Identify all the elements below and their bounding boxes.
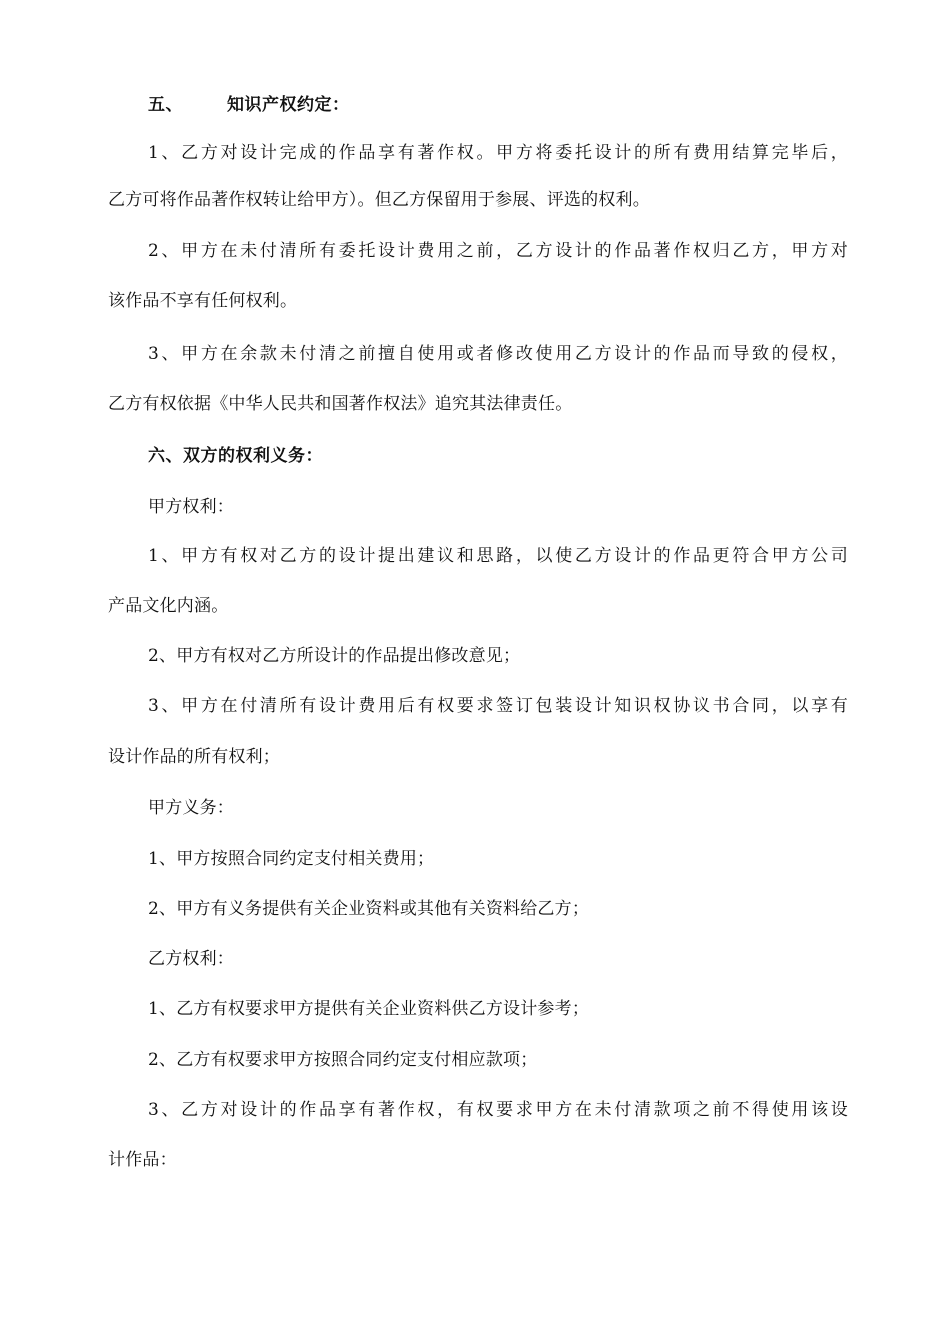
section-5-para-2-line-2: 该作品不享有任何权利。 bbox=[108, 291, 298, 311]
party-a-right-1-line-2: 产品文化内涵。 bbox=[108, 596, 229, 616]
party-a-duties-label: 甲方义务： bbox=[148, 798, 234, 818]
section-5-para-2-line-1: 2、甲方在未付清所有委托设计费用之前，乙方设计的作品著作权归乙方，甲方对 bbox=[148, 241, 848, 261]
party-a-duty-2: 2、甲方有义务提供有关企业资料或其他有关资料给乙方； bbox=[148, 899, 590, 919]
party-a-right-1-line-1: 1、甲方有权对乙方的设计提出建议和思路，以使乙方设计的作品更符合甲方公司 bbox=[148, 546, 848, 566]
party-b-rights-label: 乙方权利： bbox=[148, 949, 234, 969]
party-a-right-2: 2、甲方有权对乙方所设计的作品提出修改意见； bbox=[148, 646, 521, 666]
section-5-para-3-line-1: 3、甲方在余款未付清之前擅自使用或者修改使用乙方设计的作品而导致的侵权， bbox=[148, 344, 848, 364]
section-5-para-1-line-2: 乙方可将作品著作权转让给甲方）。但乙方保留用于参展、评选的权利。 bbox=[108, 190, 650, 210]
section-5-heading bbox=[148, 92, 848, 118]
section-6-heading: 六、双方的权利义务： bbox=[148, 446, 323, 466]
section-5-para-3-line-2: 乙方有权依据《中华人民共和国著作权法》追究其法律责任。 bbox=[108, 394, 573, 414]
section-5-para-1-line-1: 1、乙方对设计完成的作品享有著作权。甲方将委托设计的所有费用结算完毕后， bbox=[148, 143, 848, 163]
party-b-right-3-line-2: 计作品： bbox=[108, 1150, 177, 1170]
party-b-right-2: 2、乙方有权要求甲方按照合同约定支付相应款项； bbox=[148, 1050, 538, 1070]
party-b-right-1: 1、乙方有权要求甲方提供有关企业资料供乙方设计参考； bbox=[148, 999, 590, 1019]
party-a-right-3-line-1: 3、甲方在付清所有设计费用后有权要求签订包装设计知识权协议书合同，以享有 bbox=[148, 696, 848, 716]
section-5-number: 五、 bbox=[148, 95, 183, 115]
party-a-duty-1: 1、甲方按照合同约定支付相关费用； bbox=[148, 849, 435, 869]
party-b-right-3-line-1: 3、乙方对设计的作品享有著作权，有权要求甲方在未付清款项之前不得使用该设 bbox=[148, 1100, 848, 1120]
party-a-rights-label: 甲方权利： bbox=[148, 497, 234, 517]
party-a-right-3-line-2: 设计作品的所有权利； bbox=[108, 747, 280, 767]
section-5-title: 知识产权约定： bbox=[227, 95, 350, 115]
